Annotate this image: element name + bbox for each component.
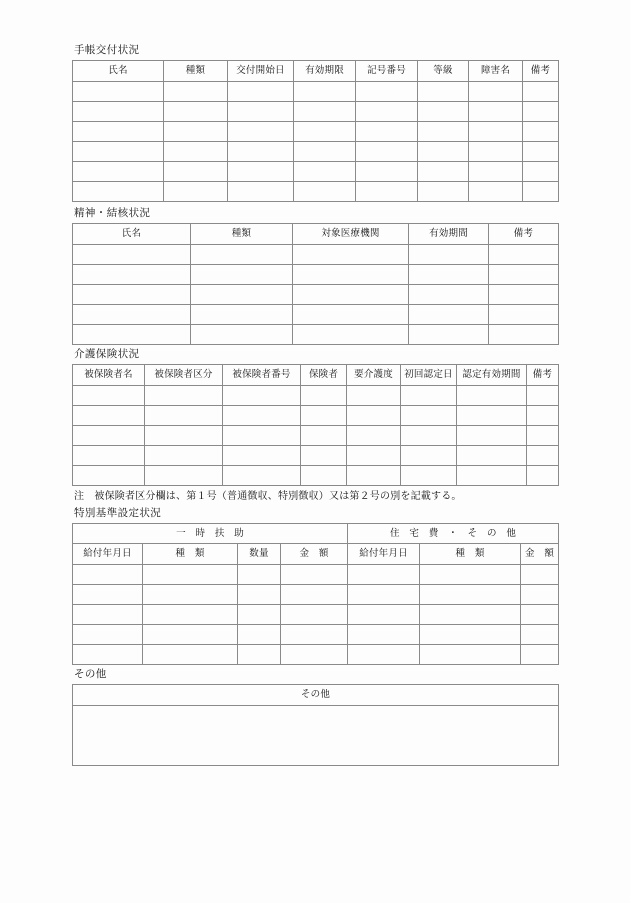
cell[interactable] bbox=[281, 625, 348, 645]
table-sonota bbox=[72, 684, 559, 766]
cell[interactable] bbox=[73, 386, 145, 406]
table-body bbox=[73, 706, 559, 766]
column-header-shurui: 種類 bbox=[191, 224, 293, 245]
cell[interactable] bbox=[523, 142, 559, 162]
column-header-yuko-kikan: 有効期間 bbox=[409, 224, 489, 245]
cell[interactable] bbox=[223, 386, 301, 406]
table-techo-kofu bbox=[72, 60, 559, 202]
table-group-header-row bbox=[73, 524, 559, 544]
cell[interactable] bbox=[228, 162, 294, 182]
cell[interactable] bbox=[191, 245, 293, 265]
section-label-sonota: その他 bbox=[74, 669, 107, 680]
table-row[interactable] bbox=[73, 386, 559, 406]
cell[interactable] bbox=[409, 265, 489, 285]
cell[interactable] bbox=[523, 162, 559, 182]
cell[interactable] bbox=[457, 426, 527, 446]
section-label-kaigo-hoken: 介護保険状況 bbox=[74, 349, 140, 360]
cell[interactable] bbox=[145, 466, 223, 486]
cell[interactable] bbox=[356, 122, 418, 142]
cell[interactable] bbox=[73, 605, 143, 625]
table-row[interactable] bbox=[73, 426, 559, 446]
cell[interactable] bbox=[347, 466, 401, 486]
table-row[interactable] bbox=[73, 122, 559, 142]
cell[interactable] bbox=[348, 605, 420, 625]
cell[interactable] bbox=[347, 446, 401, 466]
cell[interactable] bbox=[281, 585, 348, 605]
table-header-row bbox=[73, 365, 559, 386]
cell[interactable] bbox=[457, 406, 527, 426]
cell[interactable] bbox=[401, 466, 457, 486]
cell[interactable] bbox=[527, 426, 559, 446]
cell[interactable] bbox=[223, 466, 301, 486]
column-header-shogaimei: 障害名 bbox=[469, 61, 523, 82]
cell[interactable] bbox=[145, 386, 223, 406]
cell[interactable] bbox=[356, 182, 418, 202]
cell[interactable] bbox=[527, 406, 559, 426]
cell[interactable] bbox=[301, 426, 347, 446]
cell[interactable] bbox=[457, 446, 527, 466]
table-header-row bbox=[73, 685, 559, 706]
cell[interactable] bbox=[191, 325, 293, 345]
table-row[interactable] bbox=[73, 466, 559, 486]
table-header-row bbox=[73, 544, 559, 565]
cell[interactable] bbox=[238, 585, 281, 605]
form-sheet bbox=[72, 44, 558, 766]
cell[interactable] bbox=[457, 466, 527, 486]
cell[interactable] bbox=[527, 386, 559, 406]
cell[interactable] bbox=[294, 182, 356, 202]
cell[interactable] bbox=[293, 305, 409, 325]
table-row[interactable] bbox=[73, 305, 559, 325]
cell[interactable] bbox=[73, 645, 143, 665]
section-techo-kofu bbox=[72, 44, 558, 202]
cell[interactable] bbox=[73, 182, 164, 202]
cell[interactable] bbox=[348, 645, 420, 665]
cell[interactable] bbox=[420, 605, 521, 625]
cell[interactable] bbox=[228, 182, 294, 202]
cell[interactable] bbox=[145, 406, 223, 426]
cell[interactable] bbox=[420, 625, 521, 645]
table-row[interactable] bbox=[73, 625, 559, 645]
cell[interactable] bbox=[418, 142, 469, 162]
table-row[interactable] bbox=[73, 285, 559, 305]
column-header-hihokensha-bango: 被保険者番号 bbox=[223, 365, 301, 386]
table-row[interactable] bbox=[73, 245, 559, 265]
cell[interactable] bbox=[356, 102, 418, 122]
cell[interactable] bbox=[418, 82, 469, 102]
table-row[interactable] bbox=[73, 182, 559, 202]
cell[interactable] bbox=[143, 625, 238, 645]
cell[interactable] bbox=[73, 426, 145, 446]
cell[interactable] bbox=[73, 406, 145, 426]
cell[interactable] bbox=[489, 285, 559, 305]
cell[interactable] bbox=[469, 162, 523, 182]
table-seishin-kekkaku bbox=[72, 223, 559, 345]
cell[interactable] bbox=[401, 406, 457, 426]
cell[interactable] bbox=[238, 625, 281, 645]
table-body bbox=[73, 386, 559, 486]
cell[interactable] bbox=[523, 82, 559, 102]
column-header-bikou: 備考 bbox=[489, 224, 559, 245]
cell[interactable] bbox=[223, 426, 301, 446]
cell[interactable] bbox=[164, 122, 228, 142]
cell[interactable] bbox=[293, 285, 409, 305]
cell[interactable] bbox=[418, 182, 469, 202]
cell[interactable] bbox=[347, 386, 401, 406]
cell[interactable] bbox=[143, 605, 238, 625]
table-row[interactable] bbox=[73, 706, 559, 766]
cell[interactable] bbox=[457, 386, 527, 406]
cell[interactable] bbox=[523, 102, 559, 122]
section-kaigo-hoken bbox=[72, 348, 558, 504]
section-sonota bbox=[72, 668, 558, 766]
cell[interactable] bbox=[73, 245, 191, 265]
cell[interactable] bbox=[294, 102, 356, 122]
cell[interactable] bbox=[418, 102, 469, 122]
cell[interactable] bbox=[301, 406, 347, 426]
column-header-hihokensha-kubun: 被保険者区分 bbox=[145, 365, 223, 386]
cell[interactable] bbox=[409, 325, 489, 345]
cell[interactable] bbox=[301, 466, 347, 486]
column-header-shimei: 氏名 bbox=[73, 224, 191, 245]
column-header-suryo: 数量 bbox=[238, 544, 281, 565]
cell[interactable] bbox=[489, 265, 559, 285]
cell[interactable] bbox=[73, 285, 191, 305]
cell[interactable] bbox=[409, 305, 489, 325]
table-row[interactable] bbox=[73, 406, 559, 426]
cell[interactable] bbox=[238, 605, 281, 625]
column-header-kingaku-ichiji: 金 額 bbox=[281, 544, 348, 565]
cell[interactable] bbox=[281, 605, 348, 625]
cell[interactable] bbox=[294, 122, 356, 142]
cell[interactable] bbox=[164, 102, 228, 122]
cell[interactable] bbox=[521, 625, 559, 645]
table-row[interactable] bbox=[73, 446, 559, 466]
cell[interactable] bbox=[347, 426, 401, 446]
cell[interactable] bbox=[164, 142, 228, 162]
column-header-yuko-kigen: 有効期限 bbox=[294, 61, 356, 82]
table-body bbox=[73, 245, 559, 345]
column-header-shimei: 氏名 bbox=[73, 61, 164, 82]
cell[interactable] bbox=[145, 426, 223, 446]
cell[interactable] bbox=[348, 625, 420, 645]
cell[interactable] bbox=[228, 122, 294, 142]
cell[interactable] bbox=[191, 285, 293, 305]
note-hihokensha-kubun: 注 被保険者区分欄は、第１号（普通徴収、特別徴収）又は第２号の別を記載する。 bbox=[74, 491, 462, 502]
cell[interactable] bbox=[293, 265, 409, 285]
cell[interactable] bbox=[73, 325, 191, 345]
table-row[interactable] bbox=[73, 265, 559, 285]
cell[interactable] bbox=[523, 122, 559, 142]
cell[interactable] bbox=[521, 645, 559, 665]
cell[interactable] bbox=[281, 565, 348, 585]
column-header-shokai-ninteibi: 初回認定日 bbox=[401, 365, 457, 386]
cell[interactable] bbox=[409, 285, 489, 305]
cell[interactable] bbox=[164, 162, 228, 182]
cell[interactable] bbox=[420, 585, 521, 605]
cell[interactable] bbox=[293, 325, 409, 345]
cell[interactable] bbox=[469, 142, 523, 162]
cell[interactable] bbox=[293, 245, 409, 265]
table-kaigo-hoken bbox=[72, 364, 559, 486]
cell[interactable] bbox=[301, 386, 347, 406]
table-body bbox=[73, 565, 559, 665]
cell[interactable] bbox=[521, 605, 559, 625]
column-header-shurui: 種類 bbox=[164, 61, 228, 82]
table-row[interactable] bbox=[73, 82, 559, 102]
cell[interactable] bbox=[228, 102, 294, 122]
cell[interactable] bbox=[73, 466, 145, 486]
cell[interactable] bbox=[301, 446, 347, 466]
column-header-hihokensha-mei: 被保険者名 bbox=[73, 365, 145, 386]
cell[interactable] bbox=[489, 325, 559, 345]
section-tokubetsu-kijun bbox=[72, 507, 558, 665]
section-label-tokubetsu-kijun: 特別基準設定状況 bbox=[74, 508, 162, 519]
cell[interactable] bbox=[145, 446, 223, 466]
cell[interactable] bbox=[73, 162, 164, 182]
column-header-bikou: 備考 bbox=[523, 61, 559, 82]
column-header-kofu-kaishibi: 交付開始日 bbox=[228, 61, 294, 82]
cell[interactable] bbox=[73, 565, 143, 585]
column-header-shurui-jutaku: 種 類 bbox=[420, 544, 521, 565]
cell[interactable] bbox=[356, 162, 418, 182]
cell[interactable] bbox=[469, 182, 523, 202]
column-header-shurui-ichiji: 種 類 bbox=[143, 544, 238, 565]
cell[interactable] bbox=[348, 585, 420, 605]
cell[interactable] bbox=[409, 245, 489, 265]
table-tokubetsu-kijun bbox=[72, 523, 559, 665]
cell[interactable] bbox=[228, 82, 294, 102]
cell[interactable] bbox=[238, 645, 281, 665]
sonota-memo-cell[interactable] bbox=[73, 706, 559, 766]
cell[interactable] bbox=[401, 426, 457, 446]
table-row[interactable] bbox=[73, 565, 559, 585]
column-header-kyufu-nengappi-jutaku: 給付年月日 bbox=[348, 544, 420, 565]
cell[interactable] bbox=[73, 82, 164, 102]
cell[interactable] bbox=[347, 406, 401, 426]
cell[interactable] bbox=[523, 182, 559, 202]
cell[interactable] bbox=[521, 565, 559, 585]
cell[interactable] bbox=[281, 645, 348, 665]
table-row[interactable] bbox=[73, 162, 559, 182]
cell[interactable] bbox=[469, 102, 523, 122]
table-header-row bbox=[73, 224, 559, 245]
table-body bbox=[73, 82, 559, 202]
cell[interactable] bbox=[143, 645, 238, 665]
cell[interactable] bbox=[294, 142, 356, 162]
cell[interactable] bbox=[356, 142, 418, 162]
cell[interactable] bbox=[469, 82, 523, 102]
cell[interactable] bbox=[469, 122, 523, 142]
cell[interactable] bbox=[401, 446, 457, 466]
column-header-kyufu-nengappi-ichiji: 給付年月日 bbox=[73, 544, 143, 565]
table-row[interactable] bbox=[73, 585, 559, 605]
group-header-jutakuhi-sonota: 住 宅 費 ・ そ の 他 bbox=[348, 524, 559, 544]
cell[interactable] bbox=[521, 585, 559, 605]
section-label-techo-kofu: 手帳交付状況 bbox=[74, 45, 140, 56]
cell[interactable] bbox=[527, 446, 559, 466]
column-header-hokensha: 保険者 bbox=[301, 365, 347, 386]
cell[interactable] bbox=[73, 446, 145, 466]
cell[interactable] bbox=[356, 82, 418, 102]
table-row[interactable] bbox=[73, 325, 559, 345]
section-seishin-kekkaku bbox=[72, 207, 558, 345]
cell[interactable] bbox=[228, 142, 294, 162]
table-row[interactable] bbox=[73, 142, 559, 162]
cell[interactable] bbox=[489, 245, 559, 265]
column-header-taisho-iryo-kikan: 対象医療機関 bbox=[293, 224, 409, 245]
cell[interactable] bbox=[294, 162, 356, 182]
cell[interactable] bbox=[191, 265, 293, 285]
cell[interactable] bbox=[73, 142, 164, 162]
cell[interactable] bbox=[238, 565, 281, 585]
column-header-nintei-yuko-kikan: 認定有効期間 bbox=[457, 365, 527, 386]
cell[interactable] bbox=[164, 82, 228, 102]
section-label-seishin-kekkaku: 精神・結核状況 bbox=[74, 208, 151, 219]
group-header-ichiji-fujo: 一 時 扶 助 bbox=[73, 524, 348, 544]
column-header-tokyu: 等級 bbox=[418, 61, 469, 82]
cell[interactable] bbox=[73, 102, 164, 122]
column-header-kingaku-jutaku: 金 額 bbox=[521, 544, 559, 565]
table-row[interactable] bbox=[73, 645, 559, 665]
cell[interactable] bbox=[73, 122, 164, 142]
table-row[interactable] bbox=[73, 102, 559, 122]
column-header-sonota: その他 bbox=[73, 685, 559, 706]
cell[interactable] bbox=[143, 565, 238, 585]
column-header-kigo-bango: 記号番号 bbox=[356, 61, 418, 82]
cell[interactable] bbox=[348, 565, 420, 585]
table-header-row bbox=[73, 61, 559, 82]
cell[interactable] bbox=[143, 585, 238, 605]
cell[interactable] bbox=[401, 386, 457, 406]
cell[interactable] bbox=[223, 406, 301, 426]
cell[interactable] bbox=[164, 182, 228, 202]
cell[interactable] bbox=[223, 446, 301, 466]
table-row[interactable] bbox=[73, 605, 559, 625]
cell[interactable] bbox=[420, 565, 521, 585]
cell[interactable] bbox=[527, 466, 559, 486]
cell[interactable] bbox=[294, 82, 356, 102]
cell[interactable] bbox=[191, 305, 293, 325]
cell[interactable] bbox=[73, 265, 191, 285]
cell[interactable] bbox=[418, 122, 469, 142]
cell[interactable] bbox=[73, 305, 191, 325]
cell[interactable] bbox=[420, 645, 521, 665]
cell[interactable] bbox=[418, 162, 469, 182]
cell[interactable] bbox=[73, 625, 143, 645]
column-header-yokaigodo: 要介護度 bbox=[347, 365, 401, 386]
cell[interactable] bbox=[489, 305, 559, 325]
cell[interactable] bbox=[73, 585, 143, 605]
column-header-bikou: 備考 bbox=[527, 365, 559, 386]
